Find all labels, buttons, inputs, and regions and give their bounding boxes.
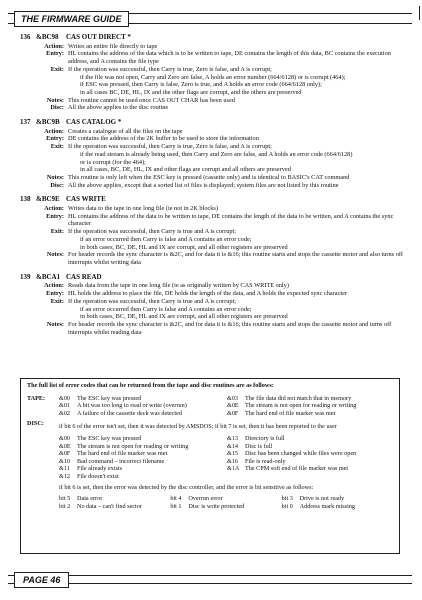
bit-error-table	[59, 495, 393, 510]
entry-field	[20, 205, 412, 213]
field-line: If the operation was successful, then Carry is true, Zero is false, and A is corrupt;	[68, 65, 272, 73]
entry-name: CAS CATALOG *	[66, 118, 122, 127]
field-label: Notes:	[46, 173, 64, 181]
field-line: If the operation was successful, then Carry is true, Zero is false, and A is corrupt;	[68, 143, 272, 151]
field-label: Disc:	[50, 181, 64, 189]
bit-meaning: Disc is write protected	[188, 502, 245, 510]
field-label: Exit:	[50, 297, 64, 305]
field-text	[68, 251, 412, 266]
entry-address: &BC9B	[36, 118, 60, 127]
field-text	[68, 205, 412, 213]
error-row	[59, 443, 393, 451]
entry-field	[20, 321, 412, 336]
error-message: The hard end of file marker was met	[245, 409, 336, 417]
disc-errors	[27, 420, 393, 510]
error-message	[245, 473, 393, 481]
tape-error-list	[59, 395, 393, 418]
error-code: &0F	[59, 450, 71, 458]
error-code: &16	[227, 457, 239, 465]
field-label: Entry:	[46, 135, 64, 143]
bit-meaning: Data error	[77, 495, 103, 503]
page-footer	[8, 572, 412, 588]
field-line: For header records the sync character is &2C, and for data it is &16; this routine starts and stops the cassette motor and turns off interrupts whilst reading data	[68, 320, 392, 336]
entry-number: 138	[20, 195, 31, 204]
header-title: THE FIRMWARE GUIDE	[14, 11, 129, 27]
bit-row	[170, 503, 281, 511]
field-text	[68, 213, 412, 228]
entry-field	[20, 298, 412, 321]
bit-number: bit 5	[59, 495, 71, 503]
firmware-entry	[20, 119, 412, 189]
field-line: Writes an entire file directly to tape	[68, 42, 158, 50]
field-line: If the operation was successful, then Carry is true and A is corrupt;	[68, 297, 237, 305]
field-line: in all cases BC, DE, HL, IX and the other flags are corrupt, and the others are preserved	[80, 88, 302, 96]
bit-number: bit 2	[59, 502, 71, 510]
bit-row	[282, 503, 393, 511]
error-row	[59, 395, 393, 403]
entry-address: &BCA1	[36, 272, 61, 281]
field-text	[68, 104, 412, 112]
error-code: &15	[227, 450, 239, 458]
entry-name: CAS OUT DIRECT *	[66, 33, 131, 41]
error-message: File already exists	[77, 465, 123, 473]
entry-field	[20, 66, 412, 97]
entry-title	[20, 119, 412, 127]
error-message: The file data did not match that in memory	[245, 394, 352, 402]
bit-meaning: No data – can't find sector	[77, 502, 142, 510]
error-codes-box	[20, 378, 400, 554]
field-line: All the above applies, except that a sorted list of files is displayed; system files are not listed by this routine	[68, 181, 339, 189]
field-line: if ESC was pressed, then Carry is false, Zero is true, and A holds an error code (664/6128 only);	[80, 81, 322, 89]
entry-field	[20, 50, 412, 65]
field-line: This routine is only left when the ESC key is pressed (cassette only) and is identical to BASIC's CAT command	[68, 173, 350, 181]
field-text	[68, 228, 412, 251]
field-text	[68, 182, 412, 190]
entry-field	[20, 174, 412, 182]
entry-title	[20, 274, 412, 282]
error-code: &0F	[227, 409, 239, 417]
disc-error-list	[59, 435, 393, 481]
bit-meaning: Overrun error	[188, 495, 223, 503]
field-line: in all cases, BC, DE, HL, IX and other flags are corrupt and all others are preserved	[80, 166, 291, 174]
error-code: &14	[227, 442, 239, 450]
entry-field	[20, 43, 412, 51]
field-line: or is corrupt (for the 464);	[80, 158, 146, 166]
bit-row	[170, 495, 281, 503]
entry-name: CAS READ	[66, 272, 102, 281]
entry-title	[20, 196, 412, 204]
error-code	[227, 473, 245, 481]
bit-row	[59, 495, 170, 503]
field-line: if the read stream is already being used, then Carry and Zero are false, and A holds an error code (664/6128)	[80, 150, 353, 158]
entry-field	[20, 251, 412, 266]
field-line: All the above applies to the disc routine	[68, 104, 169, 112]
field-line: if an error occurred then Carry is false and A contains an error code;	[80, 305, 252, 313]
field-text	[68, 97, 412, 105]
field-line: This routine cannot be used once CAS OUT CHAR has been used	[68, 96, 235, 104]
page-header	[8, 10, 412, 27]
page-number: PAGE 46	[14, 572, 69, 588]
error-box-title: The full list of error codes that can be returned from the tape and disc routines are as follows:	[27, 382, 274, 389]
error-code: &12	[59, 472, 71, 480]
error-code: &10	[59, 457, 71, 465]
disc-note: if bit 6 of the error isn't set, then it was detected by AMSDOS; if bit 7 is set, then it has been reported to the user	[59, 423, 337, 431]
page-edge-mark	[419, 6, 420, 20]
bit-row	[282, 495, 393, 503]
bit-column	[59, 495, 170, 510]
field-label: Entry:	[46, 50, 64, 58]
field-text	[68, 43, 412, 51]
entry-field	[20, 182, 412, 190]
bit-meaning: Drive is not ready	[299, 495, 345, 503]
error-message: The ESC key was pressed	[77, 434, 142, 442]
error-message: A failure of the cassette deck was detected	[77, 409, 182, 417]
error-code: &0E	[59, 442, 71, 450]
field-label: Action:	[44, 127, 64, 135]
tape-label: TAPE:	[27, 394, 46, 402]
error-code: &13	[227, 434, 239, 442]
entry-field	[20, 282, 412, 290]
firmware-entry	[20, 34, 412, 112]
error-message: The stream is not open for reading or writing	[77, 442, 189, 450]
field-label: Disc:	[50, 104, 64, 112]
field-line: HL contains the address of the data which is to be written to tape, DE contains the length of this data, BC contains the execution address, and A contains the file type	[68, 50, 391, 66]
error-message: A bit was too long to read or write (overrun)	[77, 402, 187, 410]
field-label: Notes:	[46, 96, 64, 104]
entry-address: &BC9E	[36, 195, 60, 204]
entry-name: CAS WRITE	[66, 195, 106, 204]
bit-row	[59, 503, 170, 511]
bit-column	[170, 495, 281, 510]
error-code: &1A	[227, 465, 240, 473]
entry-title	[20, 34, 412, 42]
entry-number: 139	[20, 272, 31, 281]
bit-column	[282, 495, 393, 510]
disc-label: DISC:	[27, 420, 44, 428]
field-text	[68, 282, 412, 290]
field-line: if an error occurred then Carry is false and A contains an error code;	[80, 235, 252, 243]
field-text	[68, 290, 412, 298]
error-code: &00	[59, 434, 71, 442]
field-line: if the file was not open, Carry and Zero are false, A holds an error number (664/6128) or is corrupt (464);	[80, 73, 346, 81]
field-text	[68, 50, 412, 65]
field-label: Exit:	[50, 65, 64, 73]
bit-number: bit 4	[170, 495, 182, 503]
entry-field	[20, 97, 412, 105]
entry-field	[20, 104, 412, 112]
error-message: The stream is not open for reading or writing	[245, 402, 357, 410]
error-message: Directory is full	[245, 434, 285, 442]
error-code: &03	[227, 394, 239, 402]
tape-errors	[27, 395, 393, 418]
field-label: Action:	[44, 282, 64, 290]
field-line: in both cases, BC, DE, HL and IX are corrupt, and all other registers are preserved	[80, 243, 288, 251]
error-code: &00	[59, 394, 71, 402]
error-message: The CPM soft end of file marker was met	[245, 465, 349, 473]
error-message: Bad command – incorrect filename	[77, 457, 165, 465]
disc-error-section	[59, 420, 393, 510]
field-line: Creates a catalogue of all the files on the tape	[68, 127, 183, 135]
field-line: For header records the sync character is &2C, and for data it is &16; this routine starts and stops the cassette motor and also turns off interrupts whilst writing data	[68, 251, 403, 266]
error-row	[59, 450, 393, 458]
field-label: Notes:	[46, 251, 64, 259]
bit-meaning: Address mark missing	[299, 502, 355, 510]
entry-field	[20, 128, 412, 136]
bit-number: bit 1	[170, 502, 182, 510]
firmware-entry	[20, 274, 412, 337]
field-label: Entry:	[46, 212, 64, 220]
bit-number: bit 3	[281, 495, 293, 503]
error-message: File doesn't exist	[77, 472, 119, 480]
error-code: &0E	[227, 402, 239, 410]
error-row	[59, 402, 393, 410]
error-message: The hard end of file marker was met	[77, 450, 168, 458]
error-row	[59, 465, 393, 473]
entry-field	[20, 290, 412, 298]
field-label: Exit:	[50, 228, 64, 236]
field-line: HL contains the address of the data to be written to tape, DE contains the length of the data to be written, and A contains the sync character	[68, 212, 394, 228]
error-code: &11	[59, 465, 70, 473]
field-label: Action:	[44, 205, 64, 213]
field-text	[68, 135, 412, 143]
field-line: DE contains the address of the 2K buffer to be used to store the information	[68, 135, 259, 143]
field-text	[68, 298, 412, 321]
error-row	[59, 410, 393, 418]
field-label: Entry:	[46, 290, 64, 298]
error-code: &02	[59, 409, 71, 417]
entry-number: 136	[20, 33, 31, 41]
error-message: File is read-only	[245, 457, 286, 465]
field-line: in both cases, BC, DE, HL and IX are corrupt, and all other registers are preserved	[80, 313, 288, 321]
error-row	[59, 458, 393, 466]
entry-field	[20, 228, 412, 251]
entry-field	[20, 213, 412, 228]
field-line: Reads data from the tape in one long file (ie as originally written by CAS WRITE only)	[68, 282, 289, 290]
entry-number: 137	[20, 118, 31, 127]
field-line: If the operation was successful, then Carry is true and A is corrupt;	[68, 228, 237, 236]
field-text	[68, 128, 412, 136]
field-label: Action:	[44, 42, 64, 50]
error-code: &01	[59, 402, 71, 410]
field-label: Notes:	[46, 320, 64, 328]
error-row	[59, 435, 393, 443]
bit-note: if bit 6 is set, then the error was detected by the disc controller, and the error is bit sensitive as follows:	[59, 483, 314, 491]
field-line: HL holds the address to place the file, DE holds the length of the data, and A holds the expected sync character	[68, 290, 348, 298]
bit-number: bit 0	[281, 502, 293, 510]
error-message: Disc is full	[245, 442, 273, 450]
entry-field	[20, 143, 412, 174]
entries-list	[20, 34, 412, 343]
field-text	[68, 321, 412, 336]
field-line: Writes data to the tape in one long file (ie not in 2K blocks)	[68, 205, 218, 213]
field-text	[68, 66, 412, 97]
entry-address: &BC98	[36, 33, 59, 41]
error-message: The ESC key was pressed	[77, 394, 142, 402]
entry-field	[20, 135, 412, 143]
field-text	[68, 174, 412, 182]
field-text	[68, 143, 412, 174]
firmware-entry	[20, 196, 412, 266]
error-row	[59, 473, 393, 481]
field-label: Exit:	[50, 143, 64, 151]
error-message: Disc has been changed while files were open	[245, 450, 357, 458]
